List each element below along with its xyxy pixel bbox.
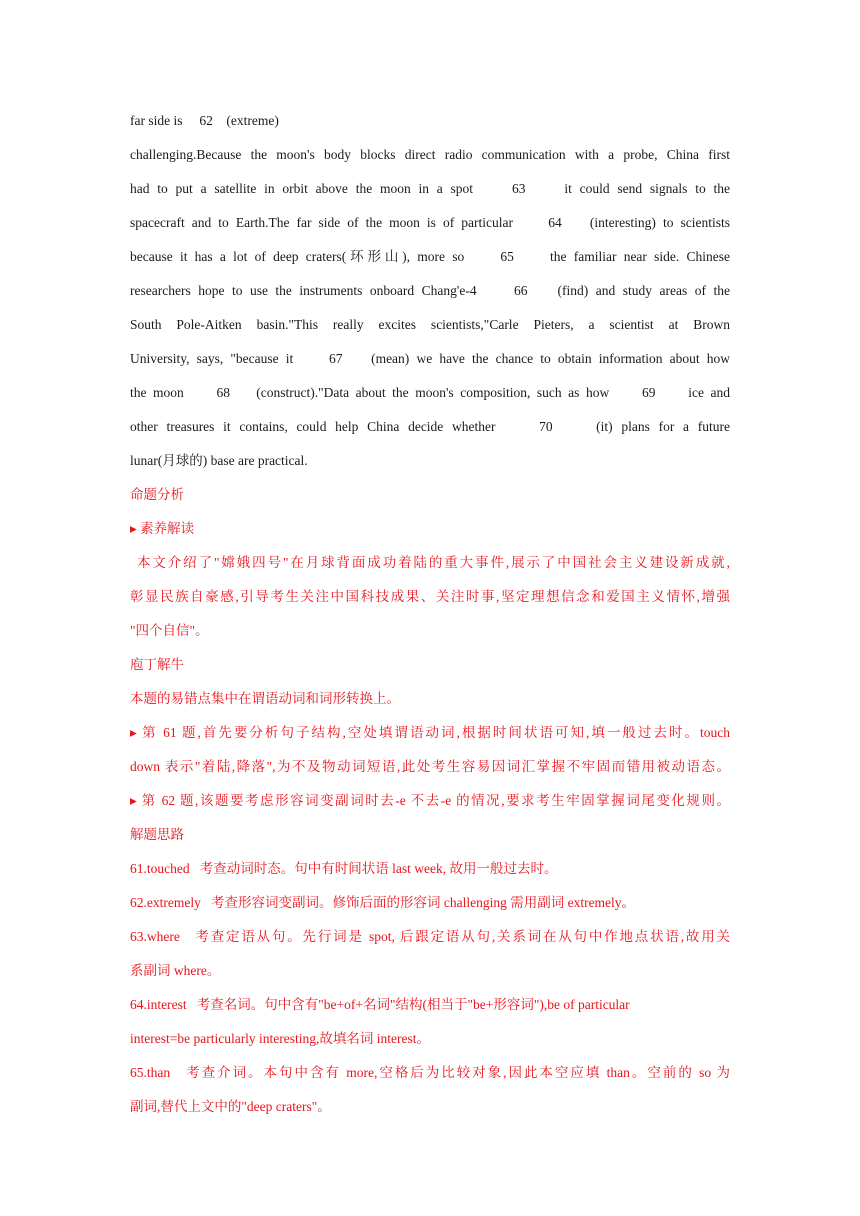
answer-line: 61.touched 考查动词时态。句中有时间状语 last week, 故用一般过去时。: [130, 861, 558, 876]
solution-heading: 解题思路: [130, 827, 184, 842]
answer-line: 62.extremely 考查形容词变副词。修饰后面的形容词 challenging 需用副词 extremely。: [130, 895, 636, 910]
breakdown-line: ▸ 第 61 题,首先要分析句子结构,空处填谓语动词,根据时间状语可知,填一般过去时。touch: [130, 725, 730, 740]
passage-line: other treasures it contains, could help China decide whether 70 (it) plans for a future: [130, 419, 730, 434]
answer-line: 65.than 考查介词。本句中含有 more,空格后为比较对象,因此本空应填 than。空前的 so 为: [130, 1065, 730, 1080]
document-page: [130, 104, 730, 1124]
passage-line: challenging.Because the moon's body blocks direct radio communication with a probe, China first: [130, 147, 730, 162]
passage-line: spacecraft and to Earth.The far side of the moon is of particular 64 (interesting) to scientists: [130, 215, 730, 230]
literacy-line: "四个自信"。: [130, 623, 209, 638]
literacy-line: 彰显民族自豪感,引导考生关注中国科技成果、关注时事,坚定理想信念和爱国主义情怀,增强: [130, 589, 730, 604]
breakdown-line: down 表示"着陆,降落",为不及物动词短语,此处考生容易因词汇掌握不牢固而错用被动语态。: [130, 759, 730, 774]
passage-line: had to put a satellite in orbit above the moon in a spot 63 it could send signals to the: [130, 181, 730, 196]
passage-line: the moon 68 (construct)."Data about the moon's composition, such as how 69 ice and: [130, 385, 730, 400]
passage-line: lunar(月球的) base are practical.: [130, 453, 308, 468]
literacy-heading: ▸ 素养解读: [130, 521, 195, 536]
answer-line: 63.where 考查定语从句。先行词是 spot, 后跟定语从句,关系词在从句中作地点状语,故用关: [130, 929, 730, 944]
answer-line: 系副词 where。: [130, 963, 221, 978]
answer-line: interest=be particularly interesting,故填名词 interest。: [130, 1031, 431, 1046]
answer-line: 64.interest 考查名词。句中含有"be+of+名词"结构(相当于"be+形容词"),be of particular: [130, 997, 630, 1012]
breakdown-heading: 庖丁解牛: [130, 657, 184, 672]
breakdown-intro: 本题的易错点集中在谓语动词和词形转换上。: [130, 691, 400, 706]
answer-line: 副词,替代上文中的"deep craters"。: [130, 1099, 331, 1114]
passage-line: South Pole-Aitken basin."This really excites scientists,"Carle Pieters, a scientist at Brown: [130, 317, 730, 332]
passage-line: far side is 62 (extreme): [130, 113, 279, 128]
analysis-heading: 命题分析: [130, 487, 184, 502]
passage-line: researchers hope to use the instruments onboard Chang'e-4 66 (find) and study areas of the: [130, 283, 730, 298]
passage-line: University, says, "because it 67 (mean) we have the chance to obtain information about how: [130, 351, 730, 366]
passage-line: because it has a lot of deep craters(环形山), more so 65 the familiar near side. Chinese: [130, 249, 730, 264]
literacy-line: 本文介绍了"嫦娥四号"在月球背面成功着陆的重大事件,展示了中国社会主义建设新成就,: [137, 555, 730, 570]
breakdown-line: ▸ 第 62 题,该题要考虑形容词变副词时去-e 不去-e 的情况,要求考生牢固掌握词尾变化规则。: [130, 793, 730, 808]
